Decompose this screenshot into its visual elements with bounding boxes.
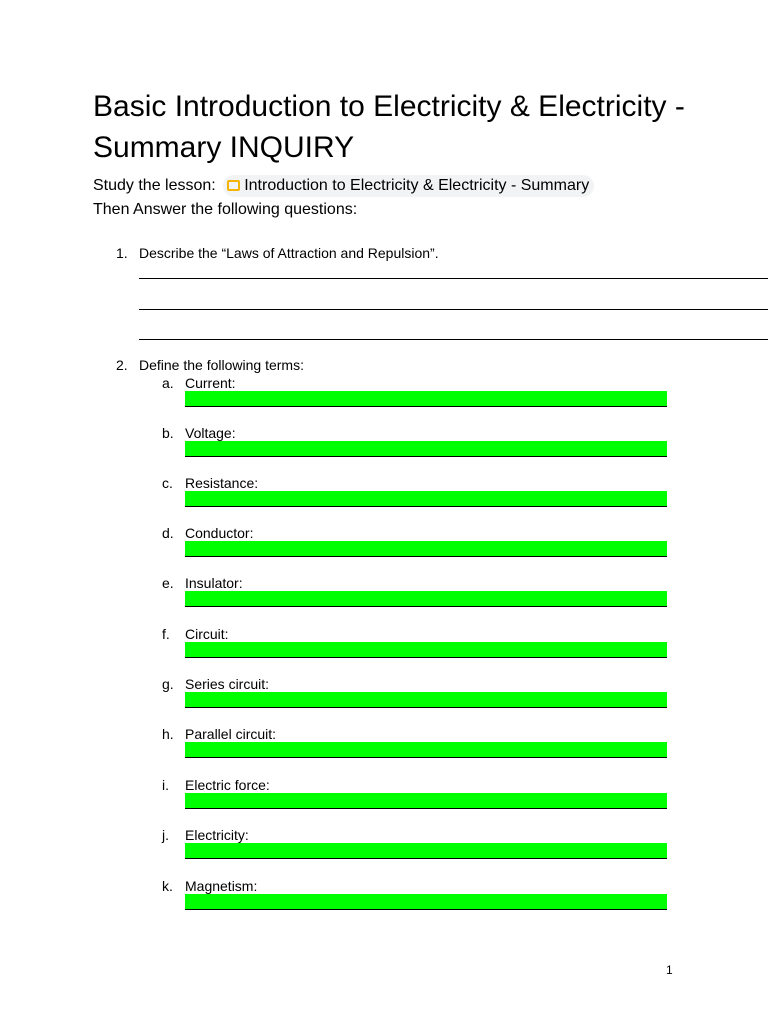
question-1-answer-line-2[interactable] bbox=[139, 309, 768, 310]
study-lesson-line bbox=[93, 175, 594, 197]
term-letter: b. bbox=[162, 425, 174, 441]
term-letter: g. bbox=[162, 676, 174, 692]
question-1-answer-line-3[interactable] bbox=[139, 339, 768, 340]
term-letter: h. bbox=[162, 726, 174, 742]
term-resistance-label: Resistance: bbox=[185, 475, 259, 491]
term-letter: e. bbox=[162, 575, 174, 591]
slides-icon bbox=[227, 180, 240, 191]
term-current-label: Current: bbox=[185, 375, 236, 391]
term-circuit-label: Circuit: bbox=[185, 626, 229, 642]
term-letter: c. bbox=[162, 475, 173, 491]
page-title: Basic Introduction to Electricity & Electricity - Summary INQUIRY bbox=[93, 90, 685, 164]
term-electricity-label: Electricity: bbox=[185, 827, 249, 843]
question-1-number: 1. bbox=[116, 245, 128, 261]
question-1-answer-line-1[interactable] bbox=[139, 278, 768, 279]
term-parallel-circuit-label: Parallel circuit: bbox=[185, 726, 277, 742]
term-resistance-answer-field[interactable] bbox=[185, 491, 667, 507]
term-electric-force-label: Electric force: bbox=[185, 777, 270, 793]
term-insulator-label: Insulator: bbox=[185, 575, 243, 591]
term-conductor-label: Conductor: bbox=[185, 525, 254, 541]
term-insulator-answer-field[interactable] bbox=[185, 591, 667, 607]
study-lesson-label: Study the lesson: bbox=[93, 177, 216, 194]
term-parallel-circuit-answer-field[interactable] bbox=[185, 742, 667, 758]
term-letter: j. bbox=[162, 827, 169, 843]
term-series-circuit-answer-field[interactable] bbox=[185, 692, 667, 708]
term-voltage-label: Voltage: bbox=[185, 425, 236, 441]
term-letter: k. bbox=[162, 878, 173, 894]
term-letter: f. bbox=[162, 626, 170, 642]
instruction-text: Then Answer the following questions: bbox=[93, 201, 358, 218]
term-electricity-answer-field[interactable] bbox=[185, 843, 667, 859]
term-letter: d. bbox=[162, 525, 174, 541]
term-conductor-answer-field[interactable] bbox=[185, 541, 667, 557]
term-magnetism-label: Magnetism: bbox=[185, 878, 258, 894]
question-2-text: Define the following terms: bbox=[139, 357, 304, 373]
term-current-answer-field[interactable] bbox=[185, 391, 667, 407]
page-number: 1 bbox=[666, 963, 673, 977]
term-magnetism-answer-field[interactable] bbox=[185, 894, 667, 910]
lesson-link-chip[interactable] bbox=[223, 175, 594, 197]
term-voltage-answer-field[interactable] bbox=[185, 441, 667, 457]
question-2-number: 2. bbox=[116, 357, 128, 373]
lesson-link-label: Introduction to Electricity & Electricity - Summary bbox=[244, 177, 590, 194]
term-series-circuit-label: Series circuit: bbox=[185, 676, 270, 692]
question-1-text: Describe the “Laws of Attraction and Repulsion”. bbox=[139, 245, 439, 261]
term-letter: i. bbox=[162, 777, 169, 793]
term-letter: a. bbox=[162, 375, 174, 391]
term-electric-force-answer-field[interactable] bbox=[185, 793, 667, 809]
term-circuit-answer-field[interactable] bbox=[185, 642, 667, 658]
